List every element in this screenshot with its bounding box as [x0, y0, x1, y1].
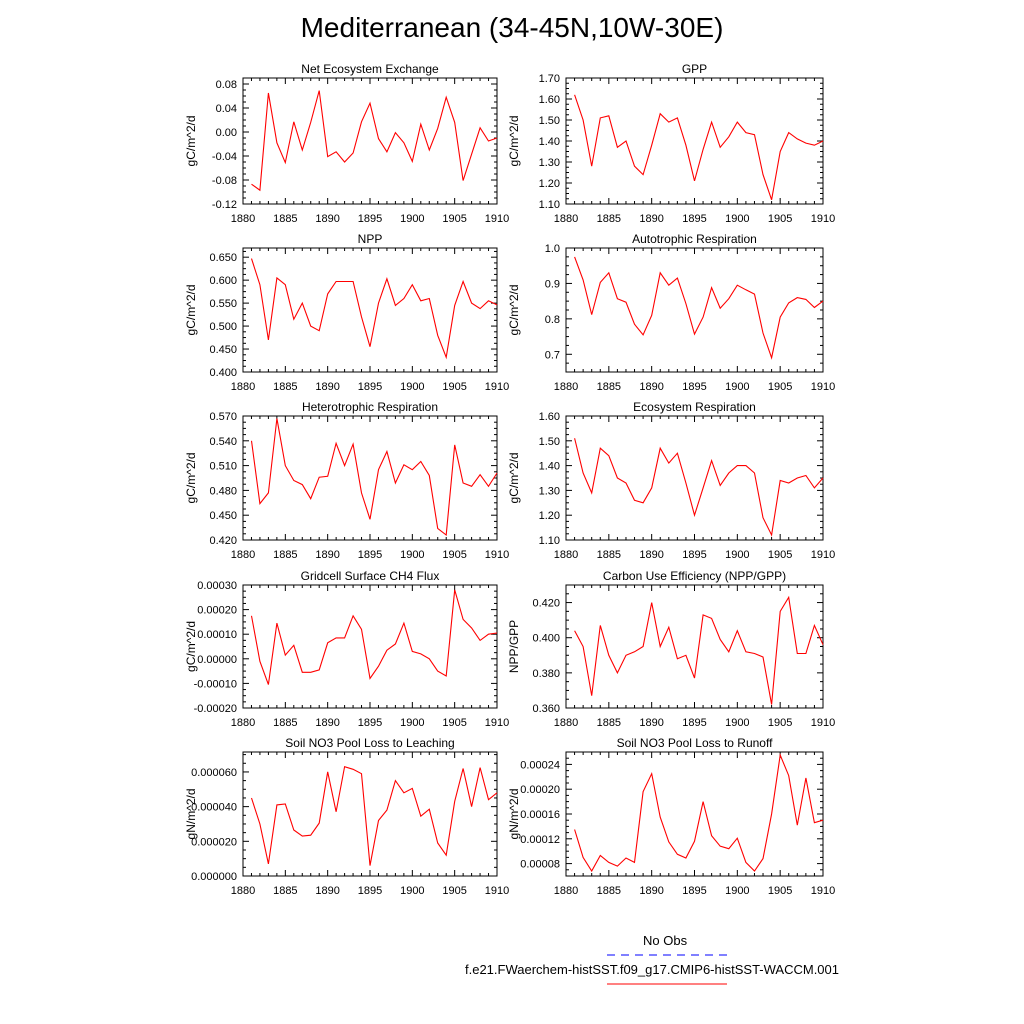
chart-panel-5 — [184, 400, 509, 561]
x-tick-label: 1895 — [682, 213, 707, 225]
x-tick-label: 1900 — [400, 381, 425, 393]
y-axis-label: gC/m^2/d — [184, 621, 198, 672]
chart-title: Ecosystem Respiration — [633, 400, 756, 414]
x-tick-label: 1890 — [639, 213, 664, 225]
x-tick-label: 1910 — [810, 381, 836, 393]
y-axis-label: NPP/GPP — [507, 619, 521, 674]
x-tick-label: 1890 — [315, 549, 340, 561]
x-tick-label: 1910 — [484, 549, 510, 561]
x-tick-label: 1880 — [230, 213, 256, 225]
chart-title: Heterotrophic Respiration — [301, 400, 439, 414]
series-line — [252, 259, 498, 358]
x-tick-label: 1905 — [767, 885, 793, 897]
x-tick-label: 1900 — [400, 549, 425, 561]
y-tick-label: 0.00008 — [520, 858, 560, 871]
chart-title: Autotrophic Respiration — [632, 232, 757, 246]
y-tick-label: 0.08 — [215, 79, 237, 91]
x-tick-label: 1885 — [273, 213, 298, 225]
y-tick-label: 0.550 — [209, 298, 237, 311]
x-tick-label: 1885 — [596, 549, 622, 561]
y-axis-label: gC/m^2/d — [507, 452, 521, 504]
x-tick-label: 1900 — [400, 213, 425, 225]
y-axis-label: gC/m^2/d — [507, 284, 521, 336]
plot-frame — [243, 248, 497, 372]
x-tick-label: 1910 — [810, 213, 836, 225]
x-tick-label: 1885 — [273, 717, 298, 729]
x-tick-label: 1895 — [682, 549, 707, 561]
y-tick-label: 1.20 — [538, 178, 560, 190]
chart-panel-6 — [507, 400, 835, 561]
y-tick-label: 0.540 — [209, 435, 237, 448]
chart-title: GPP — [681, 62, 708, 76]
x-tick-label: 1885 — [596, 213, 622, 225]
chart-panel-2 — [507, 62, 835, 225]
y-tick-label: 0.000060 — [191, 766, 237, 779]
y-tick-label: 1.30 — [538, 157, 560, 169]
y-tick-label: -0.00010 — [193, 678, 237, 691]
series-line — [252, 91, 498, 191]
chart-title: Gridcell Surface CH4 Flux — [300, 569, 440, 583]
legend-label-model-run: f.e21.FWaerchem-histSST.f09_g17.CMIP6-histSST-WACCM.001 — [465, 962, 839, 977]
x-tick-label: 1890 — [315, 717, 340, 729]
y-tick-label: 0.450 — [209, 510, 237, 523]
x-tick-label: 1880 — [230, 717, 256, 729]
x-tick-label: 1900 — [725, 213, 750, 225]
y-tick-label: -0.12 — [211, 199, 237, 211]
x-tick-label: 1880 — [553, 213, 579, 225]
plot-frame — [243, 416, 497, 540]
x-tick-label: 1910 — [484, 885, 510, 897]
y-tick-label: 1.40 — [538, 136, 560, 148]
y-tick-label: 1.60 — [538, 94, 560, 106]
x-tick-label: 1880 — [553, 717, 579, 729]
x-tick-label: 1885 — [273, 885, 298, 897]
x-tick-label: 1900 — [400, 717, 425, 729]
legend-label-no-obs: No Obs — [643, 933, 688, 948]
x-tick-label: 1890 — [639, 885, 664, 897]
x-tick-label: 1880 — [553, 549, 579, 561]
x-tick-label: 1905 — [442, 885, 467, 897]
y-tick-label: 0.7 — [544, 349, 560, 362]
series-line — [575, 755, 823, 871]
x-tick-label: 1895 — [357, 213, 383, 225]
y-tick-label: 0.360 — [532, 703, 560, 715]
chart-panel-1 — [184, 62, 509, 225]
y-tick-label: 0.000000 — [191, 871, 237, 883]
chart-panel-7 — [184, 569, 509, 729]
y-tick-label: 0.570 — [209, 411, 237, 423]
y-tick-label: 1.10 — [538, 535, 560, 547]
chart-title: NPP — [357, 232, 383, 246]
y-tick-label: 0.400 — [209, 367, 237, 379]
y-tick-label: 1.30 — [538, 485, 560, 498]
y-axis-label: gN/m^2/d — [507, 788, 521, 840]
x-tick-label: 1880 — [553, 885, 579, 897]
x-tick-label: 1885 — [596, 717, 622, 729]
x-tick-label: 1890 — [639, 549, 664, 561]
y-tick-label: 0.000040 — [191, 801, 237, 814]
y-tick-label: 0.00 — [215, 127, 237, 139]
y-tick-label: 0.450 — [209, 344, 237, 357]
series-line — [252, 419, 498, 536]
series-line — [575, 95, 823, 200]
x-tick-label: 1890 — [315, 213, 340, 225]
plot-frame — [566, 752, 823, 876]
chart-title: Carbon Use Efficiency (NPP/GPP) — [602, 569, 787, 583]
series-line — [575, 257, 823, 358]
x-tick-label: 1910 — [810, 549, 836, 561]
y-tick-label: 0.04 — [215, 103, 237, 115]
x-tick-label: 1890 — [639, 381, 664, 393]
chart-title: Net Ecosystem Exchange — [301, 62, 439, 76]
y-tick-label: 0.00020 — [520, 784, 560, 797]
x-tick-label: 1880 — [230, 549, 256, 561]
y-tick-label: -0.08 — [211, 175, 237, 187]
y-tick-label: 0.380 — [532, 667, 560, 680]
series-line — [252, 767, 498, 866]
x-tick-label: 1890 — [315, 885, 340, 897]
x-tick-label: 1905 — [767, 717, 793, 729]
y-tick-label: 0.500 — [209, 321, 237, 334]
y-axis-label: gC/m^2/d — [184, 115, 198, 167]
y-tick-label: 0.00000 — [197, 653, 237, 666]
x-tick-label: 1900 — [725, 717, 750, 729]
y-tick-label: 0.00024 — [520, 759, 560, 772]
x-tick-label: 1905 — [442, 717, 467, 729]
x-tick-label: 1895 — [682, 381, 707, 393]
series-line — [575, 438, 823, 535]
x-tick-label: 1900 — [725, 549, 750, 561]
y-tick-label: -0.00020 — [193, 703, 237, 715]
x-tick-label: 1885 — [596, 381, 622, 393]
chart-title: Soil NO3 Pool Loss to Leaching — [285, 736, 455, 750]
x-tick-label: 1910 — [810, 717, 836, 729]
y-tick-label: 0.00016 — [520, 809, 560, 821]
chart-panel-10 — [507, 736, 835, 897]
x-tick-label: 1895 — [357, 885, 383, 897]
x-tick-label: 1905 — [767, 381, 793, 393]
x-tick-label: 1900 — [400, 885, 425, 897]
x-tick-label: 1905 — [767, 213, 793, 225]
x-tick-label: 1905 — [442, 213, 467, 225]
x-tick-label: 1890 — [639, 717, 664, 729]
x-tick-label: 1910 — [484, 717, 510, 729]
chart-panel-9 — [184, 736, 509, 897]
y-tick-label: 0.650 — [209, 252, 237, 265]
y-tick-label: 1.50 — [538, 435, 560, 448]
chart-panel-3 — [184, 232, 509, 393]
x-tick-label: 1895 — [682, 717, 707, 729]
plot-frame — [243, 78, 497, 204]
y-axis-label: gC/m^2/d — [507, 115, 521, 167]
y-tick-label: 0.00020 — [197, 604, 237, 617]
y-tick-label: 0.9 — [544, 278, 560, 291]
y-tick-label: 1.60 — [538, 411, 560, 423]
x-tick-label: 1895 — [357, 381, 383, 393]
y-axis-label: gN/m^2/d — [184, 788, 198, 840]
y-tick-label: 1.10 — [538, 199, 560, 211]
series-line — [252, 590, 498, 685]
x-tick-label: 1905 — [442, 381, 467, 393]
x-tick-label: 1895 — [682, 885, 707, 897]
plot-frame — [566, 416, 823, 540]
y-axis-label: gC/m^2/d — [184, 284, 198, 336]
y-tick-label: 1.40 — [538, 460, 560, 473]
y-tick-label: 0.600 — [209, 275, 237, 288]
x-tick-label: 1900 — [725, 381, 750, 393]
chart-title: Soil NO3 Pool Loss to Runoff — [616, 736, 773, 750]
y-tick-label: 0.000020 — [191, 836, 237, 849]
chart-panel-4 — [507, 232, 835, 393]
y-tick-label: 0.400 — [532, 632, 560, 645]
chart-panel-8 — [507, 569, 835, 729]
series-line — [575, 597, 823, 704]
x-tick-label: 1905 — [442, 549, 467, 561]
x-tick-label: 1885 — [596, 885, 622, 897]
y-tick-label: 1.70 — [538, 73, 560, 85]
page-title: Mediterranean (34-45N,10W-30E) — [300, 12, 724, 43]
x-tick-label: 1910 — [484, 381, 510, 393]
x-tick-label: 1910 — [484, 213, 510, 225]
y-tick-label: 0.00010 — [197, 629, 237, 642]
x-tick-label: 1880 — [230, 885, 256, 897]
y-tick-label: 0.420 — [532, 597, 560, 610]
x-tick-label: 1905 — [767, 549, 793, 561]
y-tick-label: 0.00030 — [197, 580, 237, 592]
x-tick-label: 1880 — [230, 381, 256, 393]
x-tick-label: 1885 — [273, 549, 298, 561]
x-tick-label: 1885 — [273, 381, 298, 393]
x-tick-label: 1880 — [553, 381, 579, 393]
y-tick-label: 0.00012 — [520, 833, 560, 846]
plot-frame — [243, 752, 497, 876]
x-tick-label: 1910 — [810, 885, 836, 897]
y-tick-label: 0.480 — [209, 485, 237, 498]
y-tick-label: 0.510 — [209, 460, 237, 473]
x-tick-label: 1895 — [357, 549, 383, 561]
y-tick-label: 1.50 — [538, 115, 560, 127]
x-tick-label: 1900 — [725, 885, 750, 897]
y-axis-label: gC/m^2/d — [184, 452, 198, 504]
y-tick-label: 1.20 — [538, 510, 560, 523]
y-tick-label: 1.0 — [544, 243, 560, 255]
y-tick-label: -0.04 — [211, 151, 237, 163]
x-tick-label: 1890 — [315, 381, 340, 393]
y-tick-label: 0.8 — [544, 313, 560, 326]
y-tick-label: 0.420 — [209, 535, 237, 547]
x-tick-label: 1895 — [357, 717, 383, 729]
